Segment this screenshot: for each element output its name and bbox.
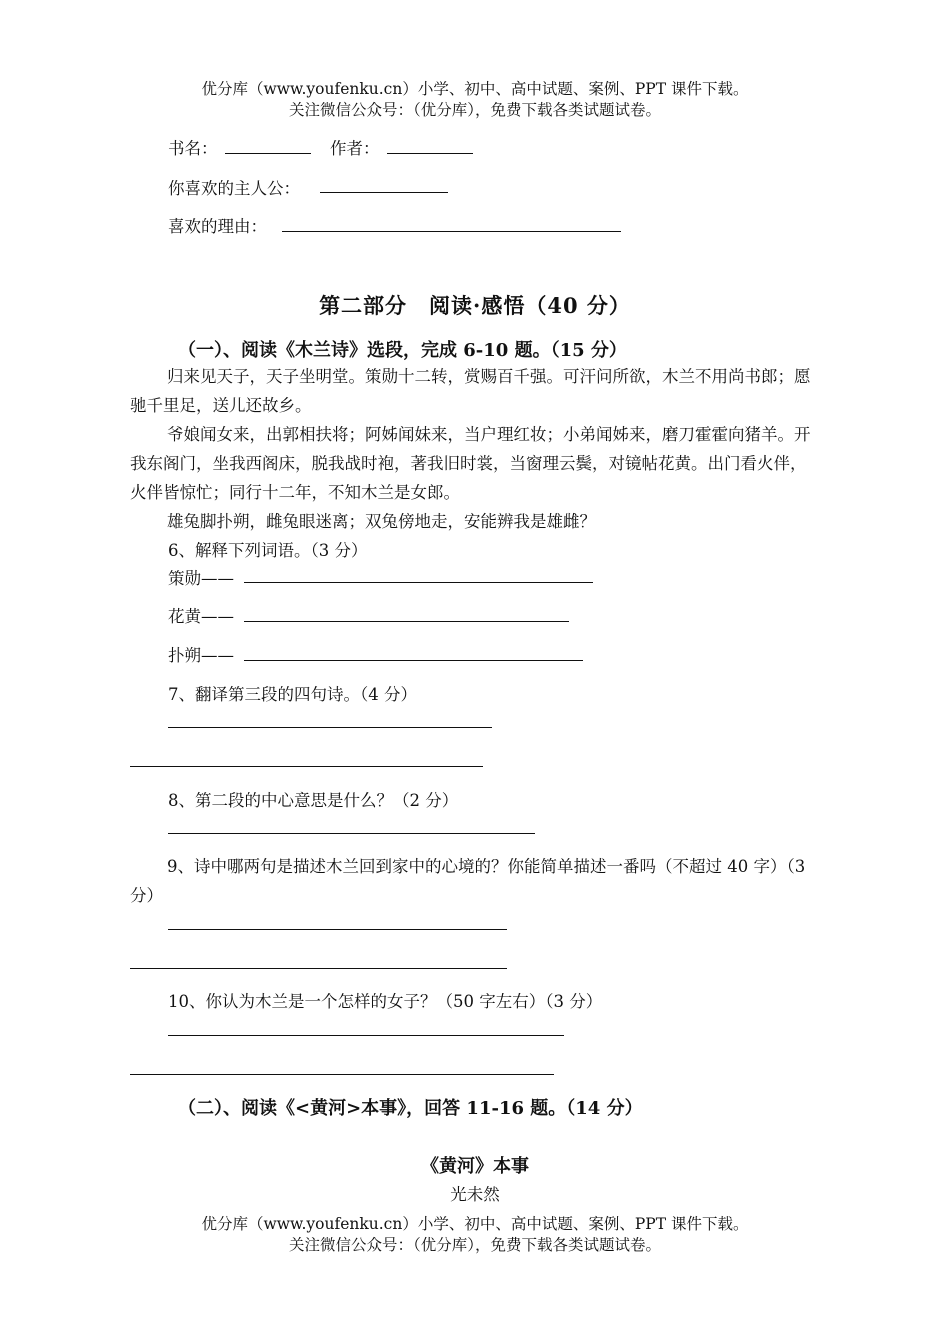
- answer-line-8[interactable]: [168, 833, 535, 834]
- footer-line-1: 优分库（www.youfenku.cn）小学、初中、高中试题、案例、PPT 课件下载。: [201, 1215, 749, 1233]
- answer-line-9a[interactable]: [168, 929, 507, 930]
- question-6: 6、解释下列词语。（3 分）: [168, 541, 368, 560]
- poem-paragraph-3: 雄兔脚扑朔，雌兔眼迷离；双兔傍地走，安能辨我是雄雌？: [167, 512, 596, 531]
- answer-line-7b[interactable]: [130, 766, 483, 767]
- section-one-heading: （一）、阅读《木兰诗》选段，完成 6-10 题。（15 分）: [178, 340, 627, 361]
- header-line-1: 优分库（www.youfenku.cn）小学、初中、高中试题、案例、PPT 课件下载。: [201, 80, 749, 98]
- term-pu-shuo: 扑朔——: [168, 646, 234, 665]
- header-line-2: 关注微信公众号：（优分库），免费下载各类试题试卷。: [288, 101, 661, 119]
- term-hua-huang: 花黄——: [168, 607, 234, 626]
- book-name-blank[interactable]: [225, 153, 311, 154]
- article-author: 光未然: [450, 1185, 500, 1204]
- question-10: 10、你认为木兰是一个怎样的女子？（50 字左右）（3 分）: [168, 992, 603, 1011]
- poem-paragraph-1: 归来见天子，天子坐明堂。策勋十二转，赏赐百千强。可汗问所欲，木兰不用尚书郎；愿驰千里足，送儿还故乡。: [130, 367, 811, 415]
- question-7: 7、翻译第三段的四句诗。（4 分）: [168, 685, 417, 704]
- author-label: 作者：: [330, 139, 380, 158]
- article-title: 《黄河》本事: [421, 1156, 529, 1177]
- term-celebrating-merit: 策勋——: [168, 569, 234, 588]
- footer-line-2: 关注微信公众号：（优分库），免费下载各类试题试卷。: [288, 1236, 661, 1254]
- book-name-label: 书名：: [168, 139, 218, 158]
- hero-label: 你喜欢的主人公：: [168, 179, 300, 198]
- part-two-title: 第二部分 阅读·感悟（40 分）: [319, 293, 631, 318]
- answer-line-7a[interactable]: [168, 727, 492, 728]
- author-blank[interactable]: [387, 153, 473, 154]
- poem-paragraph-2: 爷娘闻女来，出郭相扶将；阿姊闻妹来，当户理红妆；小弟闻姊来，磨刀霍霍向猪羊。开我东阁门，坐我西阁床，脱我战时袍，著我旧时裳，当窗理云鬓，对镜帖花黄。出门看火伴，火伴皆惊忙；同行十二年，不知木兰是女郎。: [130, 425, 811, 502]
- answer-line-6c[interactable]: [244, 660, 583, 661]
- hero-blank[interactable]: [320, 192, 448, 193]
- reason-label: 喜欢的理由：: [168, 217, 267, 236]
- answer-line-10a[interactable]: [168, 1035, 564, 1036]
- section-two-heading: （二）、阅读《<黄河>本事》，回答 11-16 题。（14 分）: [178, 1098, 643, 1119]
- answer-line-9b[interactable]: [130, 968, 507, 969]
- question-8: 8、第二段的中心意思是什么？（2 分）: [168, 791, 459, 810]
- question-9: 9、诗中哪两句是描述木兰回到家中的心境的？你能简单描述一番吗（不超过 40 字）（3 分）: [130, 857, 806, 905]
- reason-blank[interactable]: [282, 231, 621, 232]
- answer-line-6b[interactable]: [244, 621, 569, 622]
- answer-line-6a[interactable]: [244, 582, 593, 583]
- answer-line-10b[interactable]: [130, 1074, 554, 1075]
